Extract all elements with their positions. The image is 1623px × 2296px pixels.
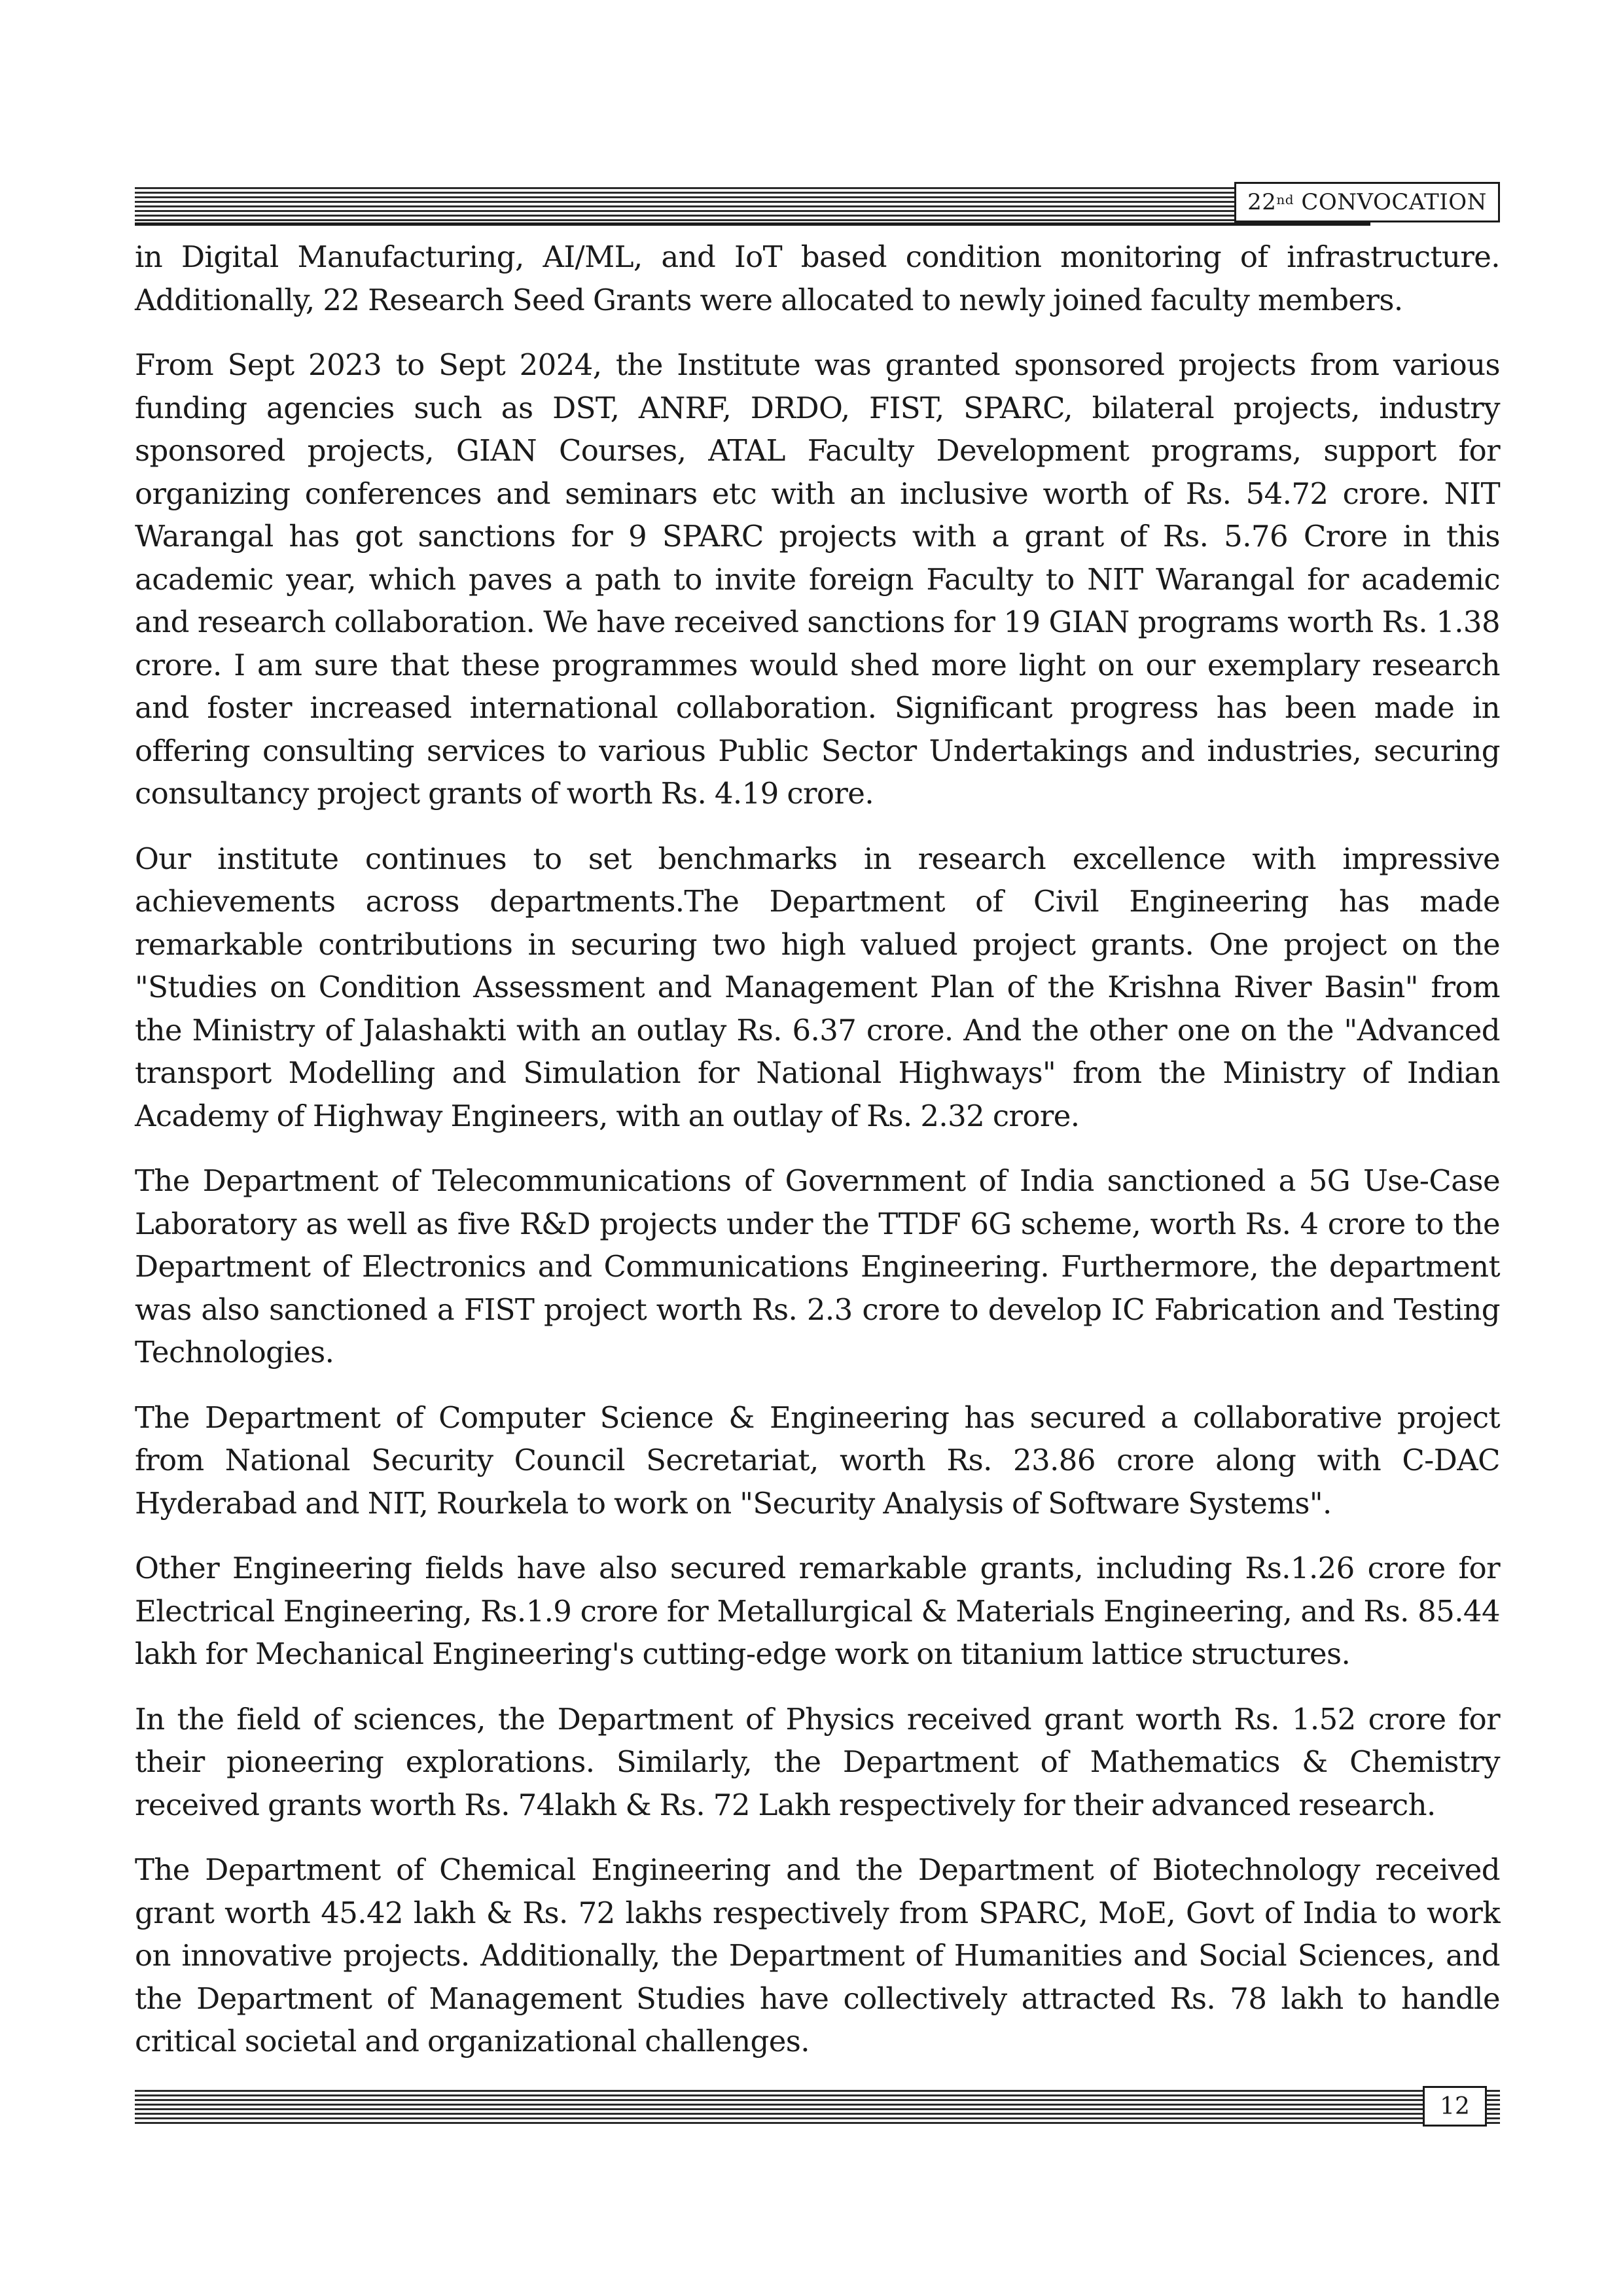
footer-decorative-lines (135, 2090, 1423, 2125)
footer-decorative-lines-right (1487, 2090, 1500, 2125)
paragraph-7: In the field of sciences, the Department of Physics received grant worth Rs. 1.52 crore for their pioneering explorations. Similarly, the Department of Mathematics & Chemistry received grants worth Rs. 74lakh & Rs. 72 Lakh respectively for their advanced research. (135, 1701, 1500, 1822)
paragraph-8: The Department of Chemical Engineering and the Department of Biotechnology received grant worth 45.42 lakh & Rs. 72 lakhs respectively from SPARC, MoE, Govt of India to work on innovative projects. Additionally, the Department of Humanities and Social Sciences, and the Department of Management Studies have collectively attracted Rs. 78 lakh to handle critical societal and organizational challenges. (135, 1852, 1500, 2058)
page-number: 12 (1423, 2086, 1487, 2127)
paragraph-6: Other Engineering fields have also secured remarkable grants, including Rs.1.26 crore for Electrical Engineering, Rs.1.9 crore for Metallurgical & Materials Engineering, and Rs. 85.44 lakh for Mechanical Engineering's cutting-edge work on titanium lattice structures. (135, 1551, 1500, 1671)
paragraph-2: From Sept 2023 to Sept 2024, the Institute was granted sponsored projects from various funding agencies such as DST, ANRF, DRDO, FIST, SPARC, bilateral projects, industry sponsored projects, GIAN Courses, ATAL Faculty Development programs, support for organizing conferences and seminars etc with an inclusive worth of Rs. 54.72 crore. NIT Warangal has got sanctions for 9 SPARC projects with a grant of Rs. 5.76 Crore in this academic year, which paves a path to invite foreign Faculty to NIT Warangal for academic and research collaboration. We have received sanctions for 19 GIAN programs worth Rs. 1.38 crore. I am sure that these programmes would shed more light on our exemplary research and foster increased international collaboration. Significant progress has been made in offering consulting services to various Public Sector Undertakings and industries, securing consultancy project grants of worth Rs. 4.19 crore. (135, 347, 1500, 811)
paragraph-5: The Department of Computer Science & Engineering has secured a collaborative project from National Security Council Secretariat, worth Rs. 23.86 crore along with C-DAC Hyderabad and NIT, Rourkela to work on "Security Analysis of Software Systems". (135, 1400, 1500, 1521)
paragraph-4: The Department of Telecommunications of Government of India sanctioned a 5G Use-Case Laboratory as well as five R&D projects under the TTDF 6G scheme, worth Rs. 4 crore to the Department of Electronics and Communications Engineering. Furthermore, the department was also sanctioned a FIST project worth Rs. 2.3 crore to develop IC Fabrication and Testing Technologies. (135, 1163, 1500, 1369)
page-body (135, 236, 1500, 2085)
convocation-number: 22 (1247, 189, 1277, 215)
page-header (135, 182, 1500, 225)
convocation-text: CONVOCATION (1301, 189, 1487, 215)
convocation-suffix: nd (1276, 192, 1294, 207)
header-decorative-lines (135, 187, 1234, 222)
header-rule (135, 222, 1370, 226)
paragraph-3: Our institute continues to set benchmarks in research excellence with impressive achievements across departments.The Department of Civil Engineering has made remarkable contributions in securing two high valued project grants. One project on the "Studies on Condition Assessment and Management Plan of the Krishna River Basin" from the Ministry of Jalashakti with an outlay Rs. 6.37 crore. And the other one on the "Advanced transport Modelling and Simulation for National Highways" from the Ministry of Indian Academy of Highway Engineers, with an outlay of Rs. 2.32 crore. (135, 841, 1500, 1133)
convocation-label (1234, 182, 1500, 222)
paragraph-1: in Digital Manufacturing, AI/ML, and IoT based condition monitoring of infrastructure. Additionally, 22 Research Seed Grants were allocated to newly joined faculty members. (135, 239, 1500, 317)
page-footer (135, 2086, 1500, 2128)
